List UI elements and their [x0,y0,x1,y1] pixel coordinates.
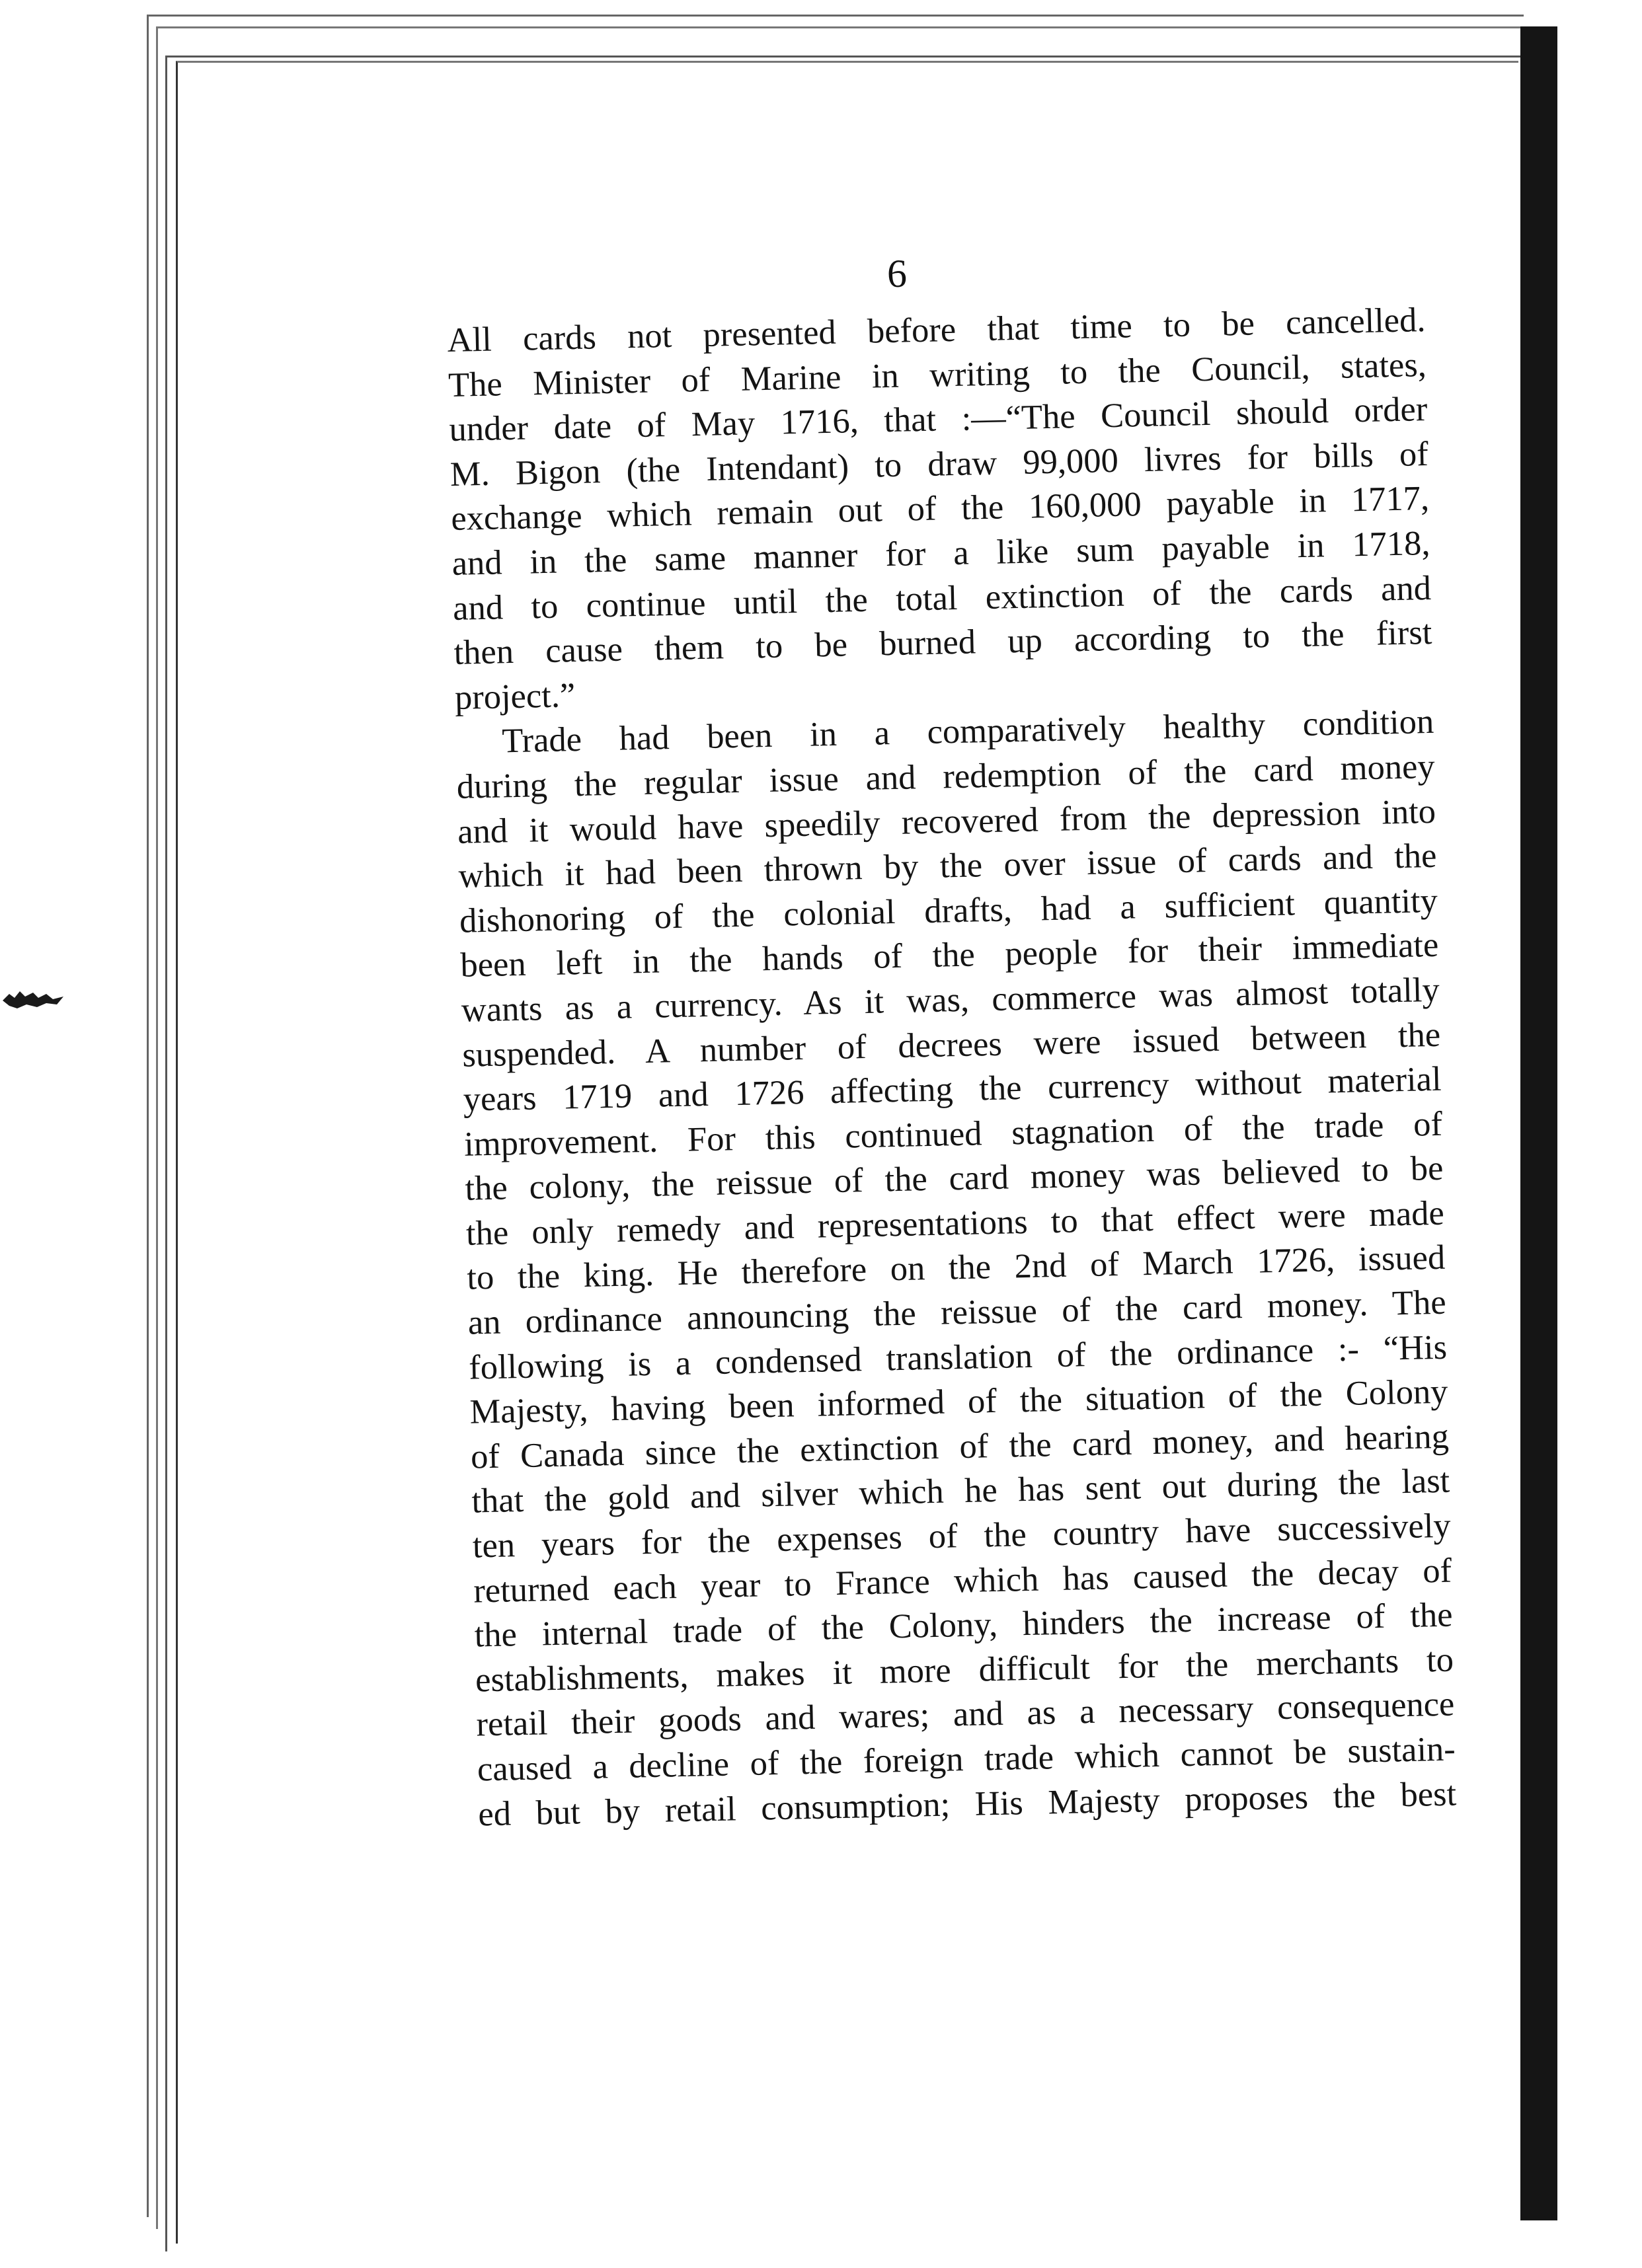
text-line: following is a condensed translation of the ordinance :- “His [468,1328,1448,1387]
text-line: then cause them to be burned up according to the first [453,613,1432,673]
text-line: caused a decline of the foreign trade which cannot be sustain- [477,1729,1456,1789]
text-line: exchange which remain out of the 160,000 payable in 1717, [450,479,1430,539]
text-line: Trade had been in a comparatively healthy condition [501,702,1434,761]
text-line: under date of May 1716, that :—“The Council should order [448,390,1428,449]
page-number: 6 [887,252,907,295]
text-line: the colony, the reissue of the card money was believed to be [464,1149,1444,1208]
text-line: dishonoring of the colonial drafts, had a sufficient quantity [459,881,1438,940]
text-line: to the king. He therefore on the 2nd of March 1726, issued [466,1238,1446,1298]
text-line: returned each year to France which has caused the decay of [473,1551,1452,1610]
text-line: wants as a currency. As it was, commerce was almost totally [461,970,1440,1030]
text-line: Majesty, having been informed of the situation of the Colony [469,1372,1448,1431]
text-line: and to continue until the total extinction of the cards and [452,568,1432,628]
text-line: been left in the hands of the people for their immediate [459,926,1439,985]
text-line: establishments, makes it more difficult for the merchants to [475,1640,1454,1700]
text-line: The Minister of Marine in writing to the Council, states, [448,345,1427,404]
text-line: during the regular issue and redemption of the card money [456,747,1436,806]
text-line: which it had been thrown by the over issue of cards and the [458,836,1437,895]
text-line: of Canada since the extinction of the card money, and hearing [470,1417,1450,1476]
text-line: the only remedy and representations to that effect were made [465,1193,1445,1253]
text-line: retail their goods and wares; and as a necessary consequence [475,1684,1455,1744]
text-line: ten years for the expenses of the country have successively [472,1506,1452,1566]
text-line: suspended. A number of decrees were issued between the [461,1015,1441,1075]
text-line: All cards not presented before that time to be cancelled. [447,301,1426,359]
text-line: ed but by retail consumption; His Majesty proposes the best [477,1774,1457,1834]
scan-artifact-mark [0,986,66,1012]
text-line: M. Bigon (the Intendant) to draw 99,000 livres for bills of [450,434,1429,494]
text-line: an ordinance announcing the reissue of the card money. The [467,1283,1447,1342]
text-line: improvement. For this continued stagnation of the trade of [463,1104,1443,1164]
text-line: the internal trade of the Colony, hinders the increase of the [474,1595,1454,1655]
text-line: that the gold and silver which he has sent out during the last [471,1462,1450,1521]
binding-shadow [1520,26,1557,2220]
body-text [447,298,1457,1837]
text-line: years 1719 and 1726 affecting the currency without material [463,1059,1442,1119]
text-line: and in the same manner for a like sum payable in 1718, [451,523,1431,583]
text-line: and it would have speedily recovered from the depression into [457,792,1436,851]
text-line: project.” [454,675,576,717]
